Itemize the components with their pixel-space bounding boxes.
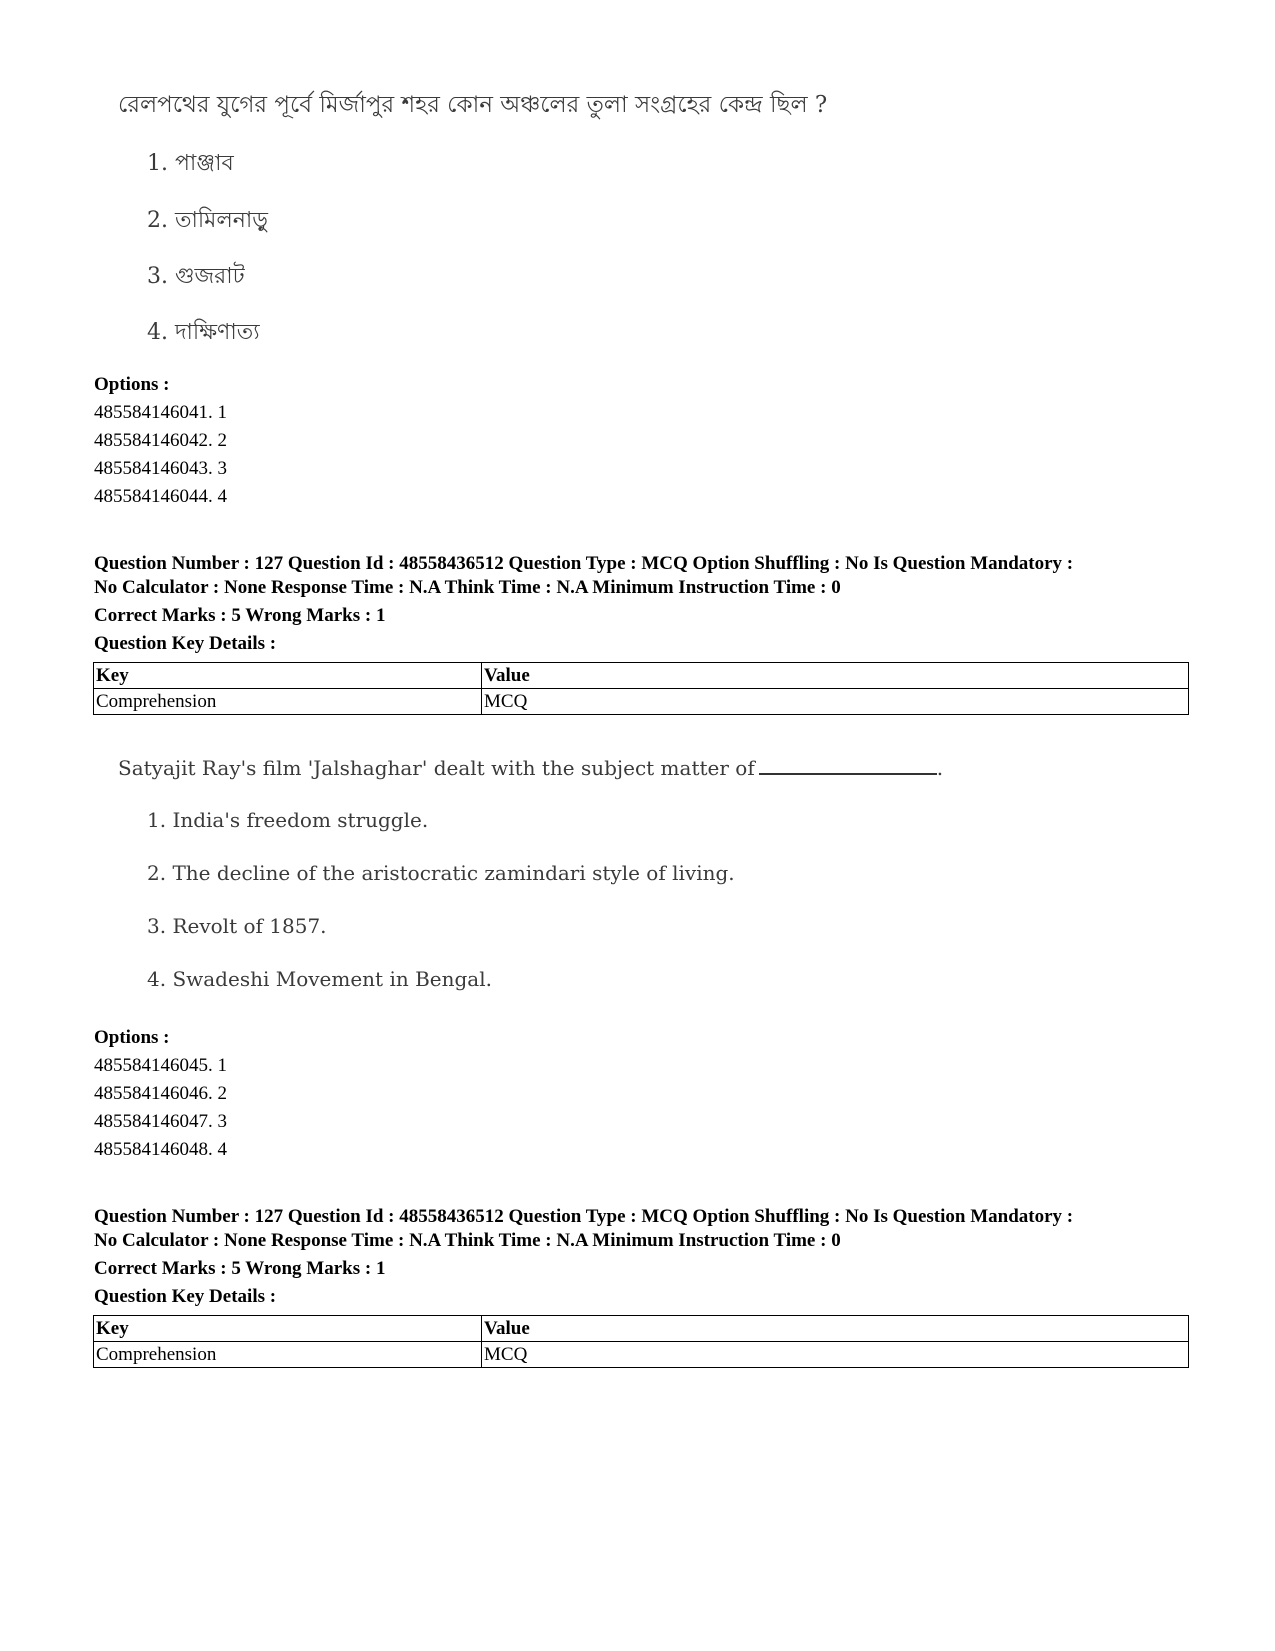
question-stem-end: . [936,756,944,780]
table-cell-value: MCQ [482,689,1189,715]
option-item: 485584146048. 4 [94,1139,227,1160]
table-row [94,1342,1189,1368]
question-stem: Satyajit Ray's film 'Jalshaghar' dealt with the subject matter of [118,756,755,780]
table-header-value: Value [482,663,1189,689]
key-details-label: Question Key Details : [94,1286,277,1307]
option-item: 485584146047. 3 [94,1111,227,1132]
question-meta [94,1205,1204,1253]
question-choice-4: 4. Swadeshi Movement in Bengal. [147,967,492,991]
option-item: 485584146042. 2 [94,430,227,451]
option-item: 485584146045. 1 [94,1055,227,1076]
table-row [94,689,1189,715]
question-meta-line2: No Calculator : None Response Time : N.A Think Time : N.A Minimum Instruction Time : 0 [94,1230,841,1251]
question-meta-line2: No Calculator : None Response Time : N.A Think Time : N.A Minimum Instruction Time : 0 [94,577,841,598]
option-item: 485584146041. 1 [94,402,227,423]
table-header-key: Key [94,1316,482,1342]
question-choice-1: 1. India's freedom struggle. [147,808,429,832]
key-details-table [93,662,1189,715]
marks-line: Correct Marks : 5 Wrong Marks : 1 [94,605,386,626]
question-text-english [118,756,943,780]
key-details-table [93,1315,1189,1368]
question-text-bengali: রেলপথের যুগের পূর্বে মির্জাপুর শহর কোন অঞ্চলের তুলা সংগ্রহের কেন্দ্র ছিল ? [118,92,828,118]
options-label: Options : [94,1027,170,1048]
question-choice-2: 2. তামিলনাড়ু [147,208,268,233]
key-details-label: Question Key Details : [94,633,277,654]
option-item: 485584146044. 4 [94,486,227,507]
question-meta-line1: Question Number : 127 Question Id : 48558436512 Question Type : MCQ Option Shuffling : No Is Question Mandatory : [94,553,1074,574]
options-label: Options : [94,374,170,395]
option-item: 485584146046. 2 [94,1083,227,1104]
table-cell-key: Comprehension [94,689,482,715]
question-choice-3: 3. গুজরাট [147,264,245,289]
question-choice-4: 4. দাক্ষিণাত্য [147,320,260,345]
question-choice-3: 3. Revolt of 1857. [147,914,327,938]
table-cell-value: MCQ [482,1342,1189,1368]
question-choice-2: 2. The decline of the aristocratic zamindari style of living. [147,861,735,885]
question-choice-1: 1. পাঞ্জাব [147,151,234,176]
table-header-row [94,663,1189,689]
marks-line: Correct Marks : 5 Wrong Marks : 1 [94,1258,386,1279]
fill-in-blank [759,771,937,775]
question-meta [94,552,1204,600]
table-header-row [94,1316,1189,1342]
table-header-value: Value [482,1316,1189,1342]
table-header-key: Key [94,663,482,689]
question-meta-line1: Question Number : 127 Question Id : 48558436512 Question Type : MCQ Option Shuffling : No Is Question Mandatory : [94,1206,1074,1227]
option-item: 485584146043. 3 [94,458,227,479]
table-cell-key: Comprehension [94,1342,482,1368]
